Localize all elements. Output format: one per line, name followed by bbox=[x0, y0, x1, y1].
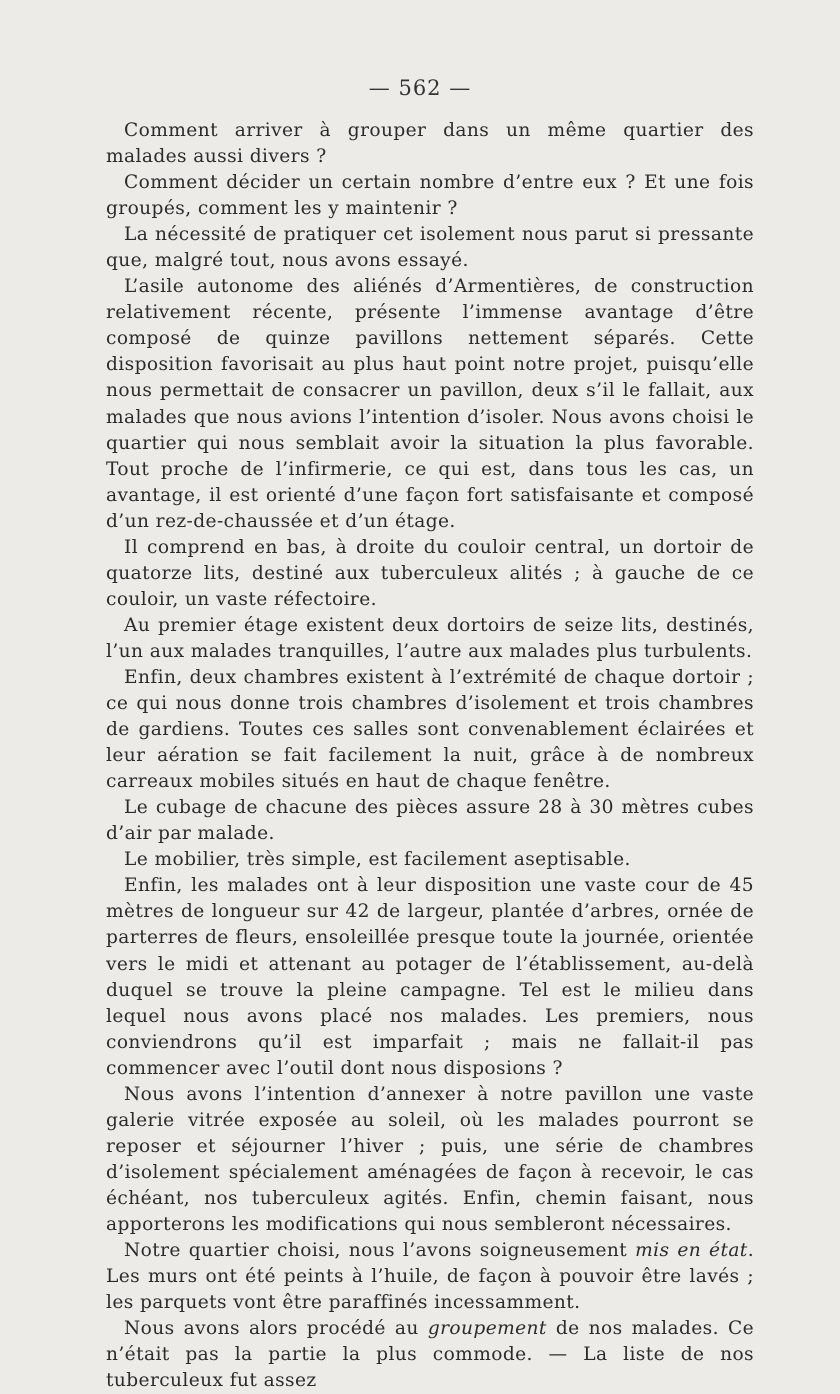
paragraph-3: La nécessité de pratiquer cet isolement nous parut si pressante que, malgré tout, nous avons essayé. bbox=[106, 224, 754, 272]
paragraph-12-after: . Les murs ont été peints à l’huile, de façon à pouvoir être lavés ; les parquets vont être paraffinés incessamment. bbox=[106, 1240, 754, 1314]
paragraph-13 bbox=[106, 1316, 754, 1394]
paragraph-2: Comment décider un certain nombre d’entre eux ? Et une fois groupés, comment les y maintenir ? bbox=[106, 172, 754, 220]
paragraph-8: Le cubage de chacune des pièces assure 28 à 30 mètres cubes d’air par malade. bbox=[106, 797, 754, 845]
paragraph-9: Le mobilier, très simple, est facilement aseptisable. bbox=[124, 849, 631, 871]
paragraph-7: Enfin, deux chambres existent à l’extrémité de chaque dortoir ; ce qui nous donne trois chambres d’isolement et trois chambres de gardiens. Toutes ces salles sont convenablement éclairées et leur aération se fait facilement la nuit, grâce à de nombreux carreaux mobiles situés en haut de chaque fenêtre. bbox=[106, 666, 754, 793]
paragraph-11: Nous avons l’intention d’annexer à notre pavillon une vaste galerie vitrée exposée au soleil, où les malades pourront se reposer et séjourner l’hiver ; puis, une série de chambres d’isolement spécialement aménagées de façon à recevoir, le cas échéant, nos tuberculeux agités. Enfin, chemin faisant, nous apporterons les modifications qui nous sembleront nécessaires. bbox=[106, 1083, 754, 1235]
paragraph-6: Au premier étage existent deux dortoirs de seize lits, destinés, l’un aux malades tranquilles, l’autre aux malades plus turbulents. bbox=[106, 614, 754, 662]
paragraph-12-before: Notre quartier choisi, nous l’avons soigneusement bbox=[124, 1240, 636, 1262]
paragraph-5: Il comprend en bas, à droite du couloir central, un dortoir de quatorze lits, destiné aux tuberculeux alités ; à gauche de ce couloir, un vaste réfectoire. bbox=[106, 536, 754, 610]
page-number: — 562 — bbox=[368, 76, 472, 100]
paragraph-13-before: Nous avons alors procédé au bbox=[124, 1318, 428, 1340]
paragraph-12-italic: mis en état bbox=[635, 1240, 748, 1262]
paragraph-13-after: de nos malades. Ce n’était pas la partie la plus commode. — La liste de nos tuberculeux fut assez bbox=[106, 1318, 754, 1392]
paragraph-13-italic: groupement bbox=[427, 1318, 547, 1340]
paragraph-1: Comment arriver à grouper dans un même quartier des malades aussi divers ? bbox=[106, 120, 754, 168]
paragraph-10: Enfin, les malades ont à leur disposition une vaste cour de 45 mètres de longueur sur 42 de largeur, plantée d’arbres, ornée de parterres de fleurs, ensoleillée presque toute la journée, orientée vers le midi et attenant au potager de l’établissement, au-delà duquel se trouve la pleine campagne. Tel est le milieu dans lequel nous avons placé nos malades. Les premiers, nous conviendrons qu’il est imparfait ; mais ne fallait-il pas commencer avec l’outil dont nous disposions ? bbox=[106, 875, 754, 1079]
paragraph-4: L’asile autonome des aliénés d’Armentières, de construction relativement récente, présente l’immense avantage d’être composé de quinze pavillons nettement séparés. Cette disposition favorisait au plus haut point notre projet, puisqu’elle nous permettait de consacrer un pavillon, deux s’il le fallait, aux malades que nous avions l’intention d’isoler. Nous avons choisi le quartier qui nous semblait avoir la situation la plus favorable. Tout proche de l’infirmerie, ce qui est, dans tous les cas, un avantage, il est orienté d’une façon fort satisfaisante et composé d’un rez-de-chaussée et d’un étage. bbox=[106, 276, 754, 532]
body-text bbox=[106, 118, 754, 1394]
paragraph-12 bbox=[106, 1238, 754, 1316]
